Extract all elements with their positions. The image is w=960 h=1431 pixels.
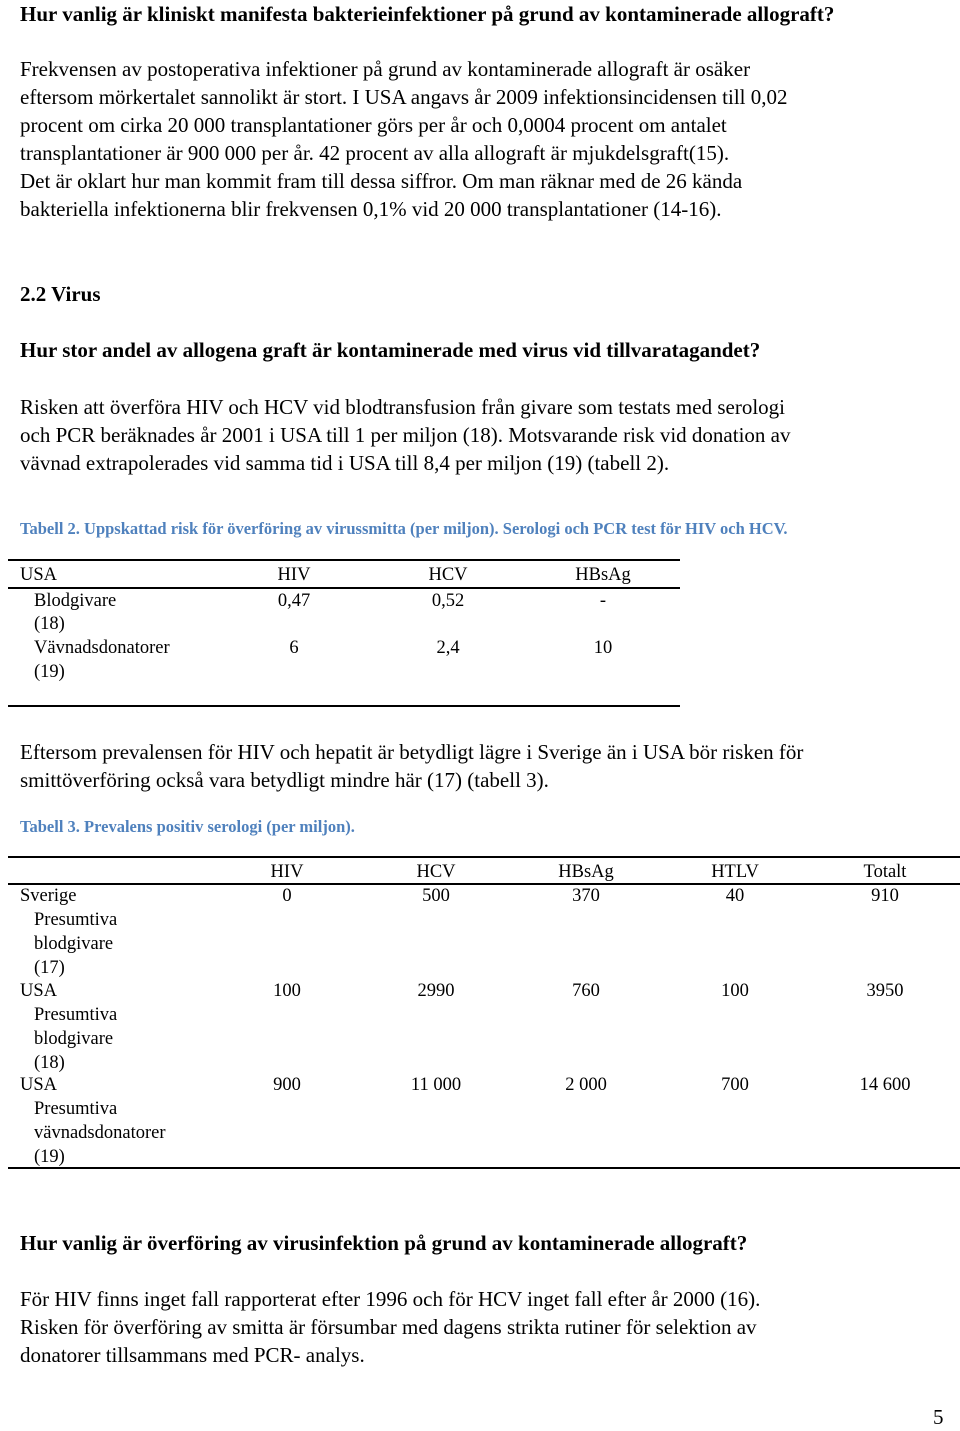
row-label: Presumtiva xyxy=(34,910,118,930)
paragraph-line: vävnad extrapolerades vid samma tid i USA till 8,4 per miljon (19) (tabell 2). xyxy=(20,451,670,475)
paragraph-line: Risken för överföring av smitta är försumbar med dagens strikta rutiner för selektion av xyxy=(20,1315,757,1339)
row-label: (19) xyxy=(34,1147,65,1167)
paragraph-line: Det är oklart hur man kommit fram till dessa siffror. Om man räknar med de 26 kända xyxy=(20,169,743,193)
table-cell: 2 000 xyxy=(565,1075,607,1095)
row-label: Presumtiva xyxy=(34,1005,118,1025)
table2-caption: Tabell 2. Uppskattad risk för överföring av virussmitta (per miljon). Serologi och PCR test för HIV och HCV. xyxy=(20,519,788,538)
row-label: Blodgivare xyxy=(34,591,117,611)
row-label: (19) xyxy=(34,662,65,682)
row-label: vävnadsdonatorer xyxy=(34,1123,166,1143)
paragraph-line: bakteriella infektionerna blir frekvensen 0,1% vid 20 000 transplantationer (14-16). xyxy=(20,197,722,221)
table-cell: 900 xyxy=(273,1075,301,1095)
page-number: 5 xyxy=(933,1405,944,1429)
table2-header-cell: HBsAg xyxy=(575,565,631,585)
table2-top-rule xyxy=(8,559,680,561)
row-label: Presumtiva xyxy=(34,1099,118,1119)
paragraph-line: För HIV finns inget fall rapporterat efter 1996 och för HCV inget fall efter år 2000 (16). xyxy=(20,1287,761,1311)
table2-header-cell: USA xyxy=(20,565,58,585)
paragraph-line: eftersom mörkertalet sannolikt är stort. I USA angavs år 2009 infektionsincidensen till 0,02 xyxy=(20,85,788,109)
table-cell: 100 xyxy=(273,981,301,1001)
table-cell: 11 000 xyxy=(410,1075,462,1095)
table3-header-cell: HBsAg xyxy=(558,862,614,882)
question-virus-transmission: Hur vanlig är överföring av virusinfektion på grund av kontaminerade allograft? xyxy=(20,1231,748,1255)
row-label: Vävnadsdonatorer xyxy=(34,638,170,658)
table3-top-rule xyxy=(8,856,960,858)
table-cell: 6 xyxy=(289,638,299,658)
table3-header-cell: HTLV xyxy=(711,862,759,882)
table-cell: 0,47 xyxy=(277,591,311,611)
section-heading-virus: 2.2 Virus xyxy=(20,282,101,306)
row-label: (18) xyxy=(34,1053,65,1073)
paragraph-line: transplantationer är 900 000 per år. 42 procent av alla allograft är mjukdelsgraft(15). xyxy=(20,141,730,165)
table-cell: 0 xyxy=(282,886,292,906)
table-cell: 14 600 xyxy=(859,1075,911,1095)
table-cell: 0,52 xyxy=(431,591,465,611)
table-cell: 100 xyxy=(721,981,749,1001)
paragraph-line: procent om cirka 20 000 transplantationer görs per år och 0,0004 procent om antalet xyxy=(20,113,727,137)
table3-header-rule xyxy=(8,883,960,885)
table2-header-cell: HIV xyxy=(277,565,311,585)
table-cell: 500 xyxy=(422,886,450,906)
table-cell: 10 xyxy=(593,638,613,658)
table-cell: 2990 xyxy=(417,981,455,1001)
row-label: blodgivare xyxy=(34,934,114,954)
table-cell: 370 xyxy=(572,886,600,906)
table3-header-cell: HIV xyxy=(270,862,304,882)
table-cell: 700 xyxy=(721,1075,749,1095)
row-label: USA xyxy=(20,981,58,1001)
table-cell: 760 xyxy=(572,981,600,1001)
question-virus-contamination: Hur stor andel av allogena graft är kontaminerade med virus vid tillvaratagandet? xyxy=(20,338,761,362)
table3-header-cell: HCV xyxy=(416,862,456,882)
question-bacterial-infections: Hur vanlig är kliniskt manifesta bakterieinfektioner på grund av kontaminerade allograft? xyxy=(20,2,835,26)
paragraph-line: Eftersom prevalensen för HIV och hepatit är betydligt lägre i Sverige än i USA bör risken för xyxy=(20,740,804,764)
table-cell: 910 xyxy=(871,886,899,906)
table-cell: 40 xyxy=(725,886,745,906)
table-cell: 3950 xyxy=(866,981,904,1001)
row-label: blodgivare xyxy=(34,1029,114,1049)
paragraph-line: Risken att överföra HIV och HCV vid blodtransfusion från givare som testats med serologi xyxy=(20,395,785,419)
row-label: Sverige xyxy=(20,886,77,906)
table3-caption: Tabell 3. Prevalens positiv serologi (per miljon). xyxy=(20,817,355,836)
table-cell: 2,4 xyxy=(436,638,460,658)
paragraph-line: och PCR beräknades år 2001 i USA till 1 per miljon (18). Motsvarande risk vid donation av xyxy=(20,423,791,447)
table-cell: - xyxy=(599,591,607,611)
row-label: (18) xyxy=(34,614,65,634)
table2-header-cell: HCV xyxy=(428,565,468,585)
row-label: (17) xyxy=(34,958,65,978)
table3-bottom-rule xyxy=(8,1167,960,1169)
row-label: USA xyxy=(20,1075,58,1095)
paragraph-line: Frekvensen av postoperativa infektioner på grund av kontaminerade allograft är osäker xyxy=(20,57,751,81)
table2-bottom-rule xyxy=(8,705,680,707)
paragraph-line: smittöverföring också vara betydligt mindre här (17) (tabell 3). xyxy=(20,768,549,792)
paragraph-line: donatorer tillsammans med PCR- analys. xyxy=(20,1343,365,1367)
table3-header-cell: Totalt xyxy=(863,862,907,882)
